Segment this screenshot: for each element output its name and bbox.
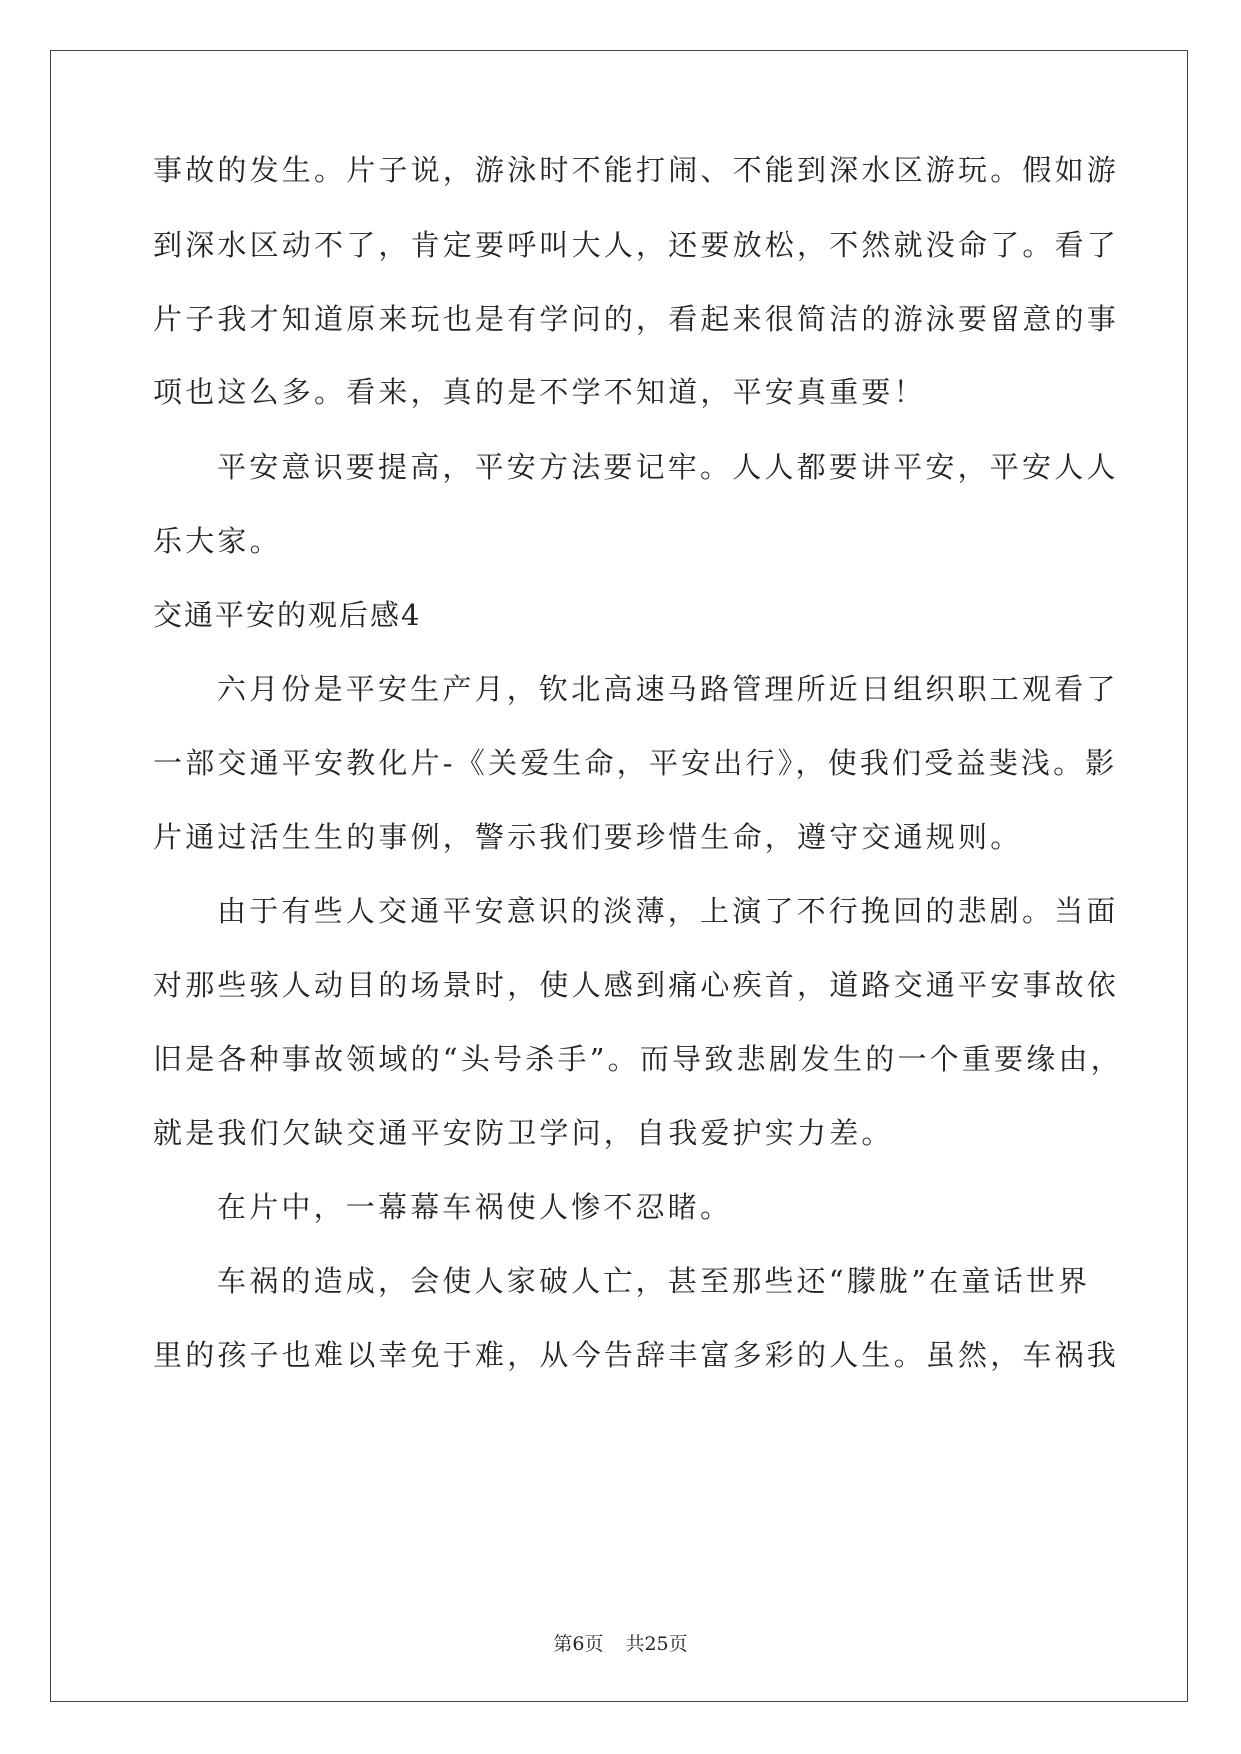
paragraph-first-line: 平安意识要提高，平安方法要记牢。人人都要讲平安，平安人人 xyxy=(217,450,1119,484)
text-line: 里的孩子也难以幸免于难，从今告辞丰富多彩的人生。虽然，车祸我 xyxy=(153,1338,1120,1372)
text-line: 乐大家。 xyxy=(153,524,282,558)
text-line: 片子我才知道原来玩也是有学问的，看起来很简洁的游泳要留意的事 xyxy=(153,302,1120,336)
page-footer xyxy=(0,1632,1241,1656)
text-line: 事故的发生。片子说，游泳时不能打闹、不能到深水区游玩。假如游 xyxy=(153,153,1120,187)
text-line: 对那些骇人动目的场景时，使人感到痛心疾首，道路交通平安事故依 xyxy=(153,968,1120,1002)
section-heading: 交通平安的观后感4 xyxy=(153,598,422,632)
text-line: 到深水区动不了，肯定要呼叫大人，还要放松，不然就没命了。看了 xyxy=(153,228,1120,262)
text-line: 一部交通平安教化片-《关爱生命，平安出行》，使我们受益斐浅。影 xyxy=(153,746,1118,780)
text-line: 片通过活生生的事例，警示我们要珍惜生命，遵守交通规则。 xyxy=(153,820,1023,854)
text-line: 就是我们欠缺交通平安防卫学问，自我爱护实力差。 xyxy=(153,1116,894,1150)
text-line: 项也这么多。看来，真的是不学不知道，平安真重要！ xyxy=(153,375,926,409)
total-pages: 共25页 xyxy=(625,1633,688,1655)
page-number: 第6页 xyxy=(553,1633,604,1655)
page-border xyxy=(50,50,1188,1702)
paragraph-first-line: 在片中，一幕幕车祸使人惨不忍睹。 xyxy=(217,1190,733,1224)
paragraph-first-line: 车祸的造成，会使人家破人亡，甚至那些还“朦胧”在童话世界 xyxy=(217,1264,1091,1298)
text-line: 旧是各种事故领域的“头号杀手”。而导致悲剧发生的一个重要缘由， xyxy=(153,1042,1123,1076)
paragraph-first-line: 由于有些人交通平安意识的淡薄，上演了不行挽回的悲剧。当面 xyxy=(217,894,1119,928)
paragraph-first-line: 六月份是平安生产月，钦北高速马路管理所近日组织职工观看了 xyxy=(217,672,1119,706)
